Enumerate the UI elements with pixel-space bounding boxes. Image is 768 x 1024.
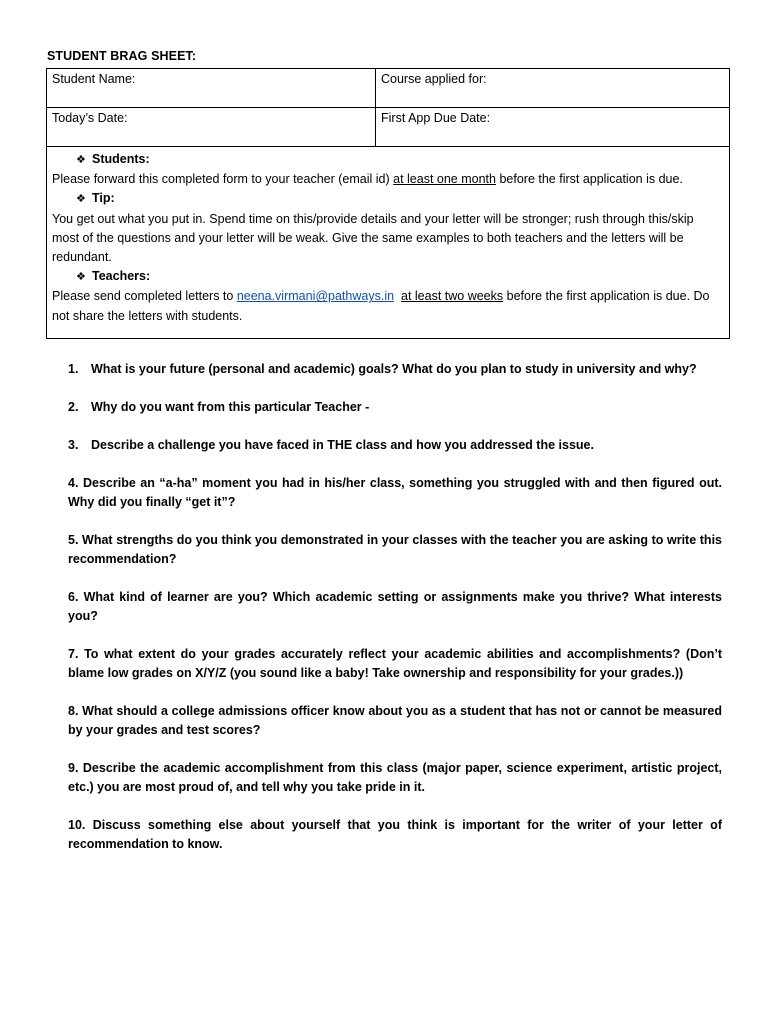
question-number: 2.: [68, 400, 79, 414]
question-text: Why do you want from this particular Teacher -: [91, 400, 370, 414]
students-heading: ❖ Students:: [52, 150, 724, 170]
todays-date-field[interactable]: [47, 108, 376, 147]
question-text: To what extent do your grades accurately reflect your academic abilities and accomplishments? (Don’t blame low grades on X/Y/Z (you sound like a baby! Take ownership and responsibility for your grades.)): [68, 647, 722, 680]
question-number: 9.: [68, 761, 79, 775]
question-text: What kind of learner are you? Which academic setting or assignments make you thrive? What interests you?: [68, 590, 722, 623]
course-applied-label: Course applied for:: [381, 72, 487, 86]
tip-text: You get out what you put in. Spend time on this/provide details and your letter will be stronger; rush through this/skip most of the questions and your letter will be weak. Give the same examples to both teachers and the letters will be redundant.: [52, 211, 694, 265]
question-text: What should a college admissions officer know about you as a student that has not or cannot be measured by your grades and test scores?: [68, 704, 722, 737]
question-number: 5.: [68, 533, 79, 547]
question-item: [68, 531, 722, 569]
question-item: [68, 474, 722, 512]
question-list: [68, 360, 722, 854]
question-number: 6.: [68, 590, 79, 604]
question-item: [68, 702, 722, 740]
question-item: [68, 816, 722, 854]
brag-sheet-form: [46, 68, 730, 339]
teachers-heading: ❖ Teachers:: [52, 267, 724, 287]
first-app-due-label: First App Due Date:: [381, 111, 491, 125]
instructions-box: [47, 147, 730, 339]
diamond-bullet-icon: ❖: [76, 271, 86, 284]
question-number: 10.: [68, 818, 86, 832]
teacher-email-link[interactable]: neena.virmani@pathways.in: [236, 289, 395, 304]
question-item: [68, 436, 722, 455]
question-text: Describe a challenge you have faced in THE class and how you addressed the issue.: [91, 438, 594, 452]
student-name-field[interactable]: [47, 69, 376, 108]
question-number: 7.: [68, 647, 79, 661]
question-number: 1.: [68, 362, 79, 376]
diamond-bullet-icon: ❖: [76, 193, 86, 206]
question-number: 4.: [68, 476, 79, 490]
question-text: Discuss something else about yourself that you think is important for the writer of your letter of recommendation to know.: [68, 818, 722, 851]
question-number: 3.: [68, 438, 79, 452]
question-text: What strengths do you think you demonstrated in your classes with the teacher you are asking to write this recommendation?: [68, 533, 722, 566]
question-item: [68, 645, 722, 683]
diamond-bullet-icon: ❖: [76, 154, 86, 166]
question-item: [68, 759, 722, 797]
students-instructions: Please forward this completed form to your teacher (email id) at least one month before the first application is due.: [52, 172, 683, 187]
course-applied-field[interactable]: [376, 69, 730, 108]
first-app-due-field[interactable]: [376, 108, 730, 147]
one-month-emphasis: at least one month: [393, 172, 496, 187]
question-number: 8.: [68, 704, 79, 718]
page-title: STUDENT BRAG SHEET:: [47, 49, 197, 63]
student-name-label: Student Name:: [52, 72, 136, 86]
question-item: [68, 588, 722, 626]
two-weeks-emphasis: at least two weeks: [401, 289, 504, 304]
tip-heading: ❖ Tip:: [52, 189, 724, 209]
question-item: [68, 360, 722, 379]
question-item: [68, 398, 722, 417]
teachers-instructions: Please send completed letters to neena.virmani@pathways.in at least two weeks before the first application is due. Do not share the letters with students.: [52, 289, 710, 323]
todays-date-label: Today’s Date:: [52, 111, 128, 125]
question-text: Describe an “a-ha” moment you had in his/her class, something you struggled with and then figured out. Why did you finally “get it”?: [68, 476, 722, 509]
question-text: What is your future (personal and academic) goals? What do you plan to study in university and why?: [91, 362, 697, 376]
question-text: Describe the academic accomplishment from this class (major paper, science experiment, artistic project, etc.) you are most proud of, and tell why you take pride in it.: [68, 761, 722, 794]
